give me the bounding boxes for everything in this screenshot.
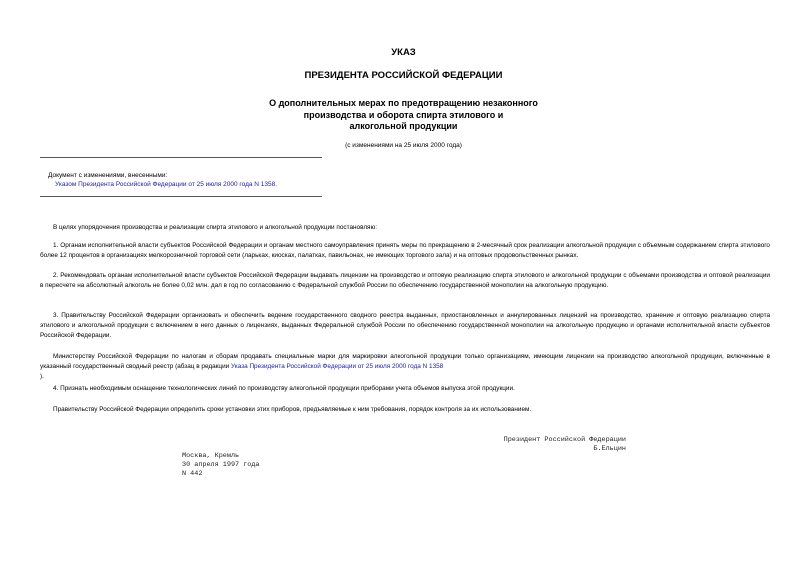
paragraph-2-text: 2. Рекомендовать органам исполнительной власти субъектов Российской Федерации выдавать лицензии на производство и оптовую реализацию спирта этилового и алкогольной продукции с объемами производства и оптовой реализации в пересчете на абсолютный алкоголь не более 0,02 млн. дал в год по согласованию с Федеральной службой России по обеспечению государственной монополии на алкогольную продукцию. — [40, 272, 770, 289]
place-date-block — [182, 452, 260, 479]
paragraph-4-text: 4. Признать необходимым оснащение технологических линий по производству алкогольной продукции приборами учета объемов выпуска этой продукции. — [53, 385, 515, 392]
place-date: 30 апреля 1997 года — [182, 461, 260, 469]
ministry-link[interactable]: Указа Президента Российской Федерации от 25 июля 2000 года N 1358 — [231, 362, 444, 370]
place-location: Москва, Кремль — [182, 452, 240, 460]
paragraph-2 — [40, 271, 770, 291]
paragraph-3-text: 3. Правительству Российской Федерации организовать и обеспечить ведение государственного сводного реестра выданных, приостановленных и аннулированных лицензий на производство, хранение и оптовую реализацию спирта этилового и алкогольной продукции с включением в него данных о лицензиях, выданных Федеральной службой России по обеспечению государственной монополии на алкогольную продукцию и органами исполнительной власти субъектов Российской Федерации. — [40, 312, 770, 339]
ministry-close: ). — [40, 372, 44, 380]
divider — [40, 157, 322, 158]
changes-note: (с изменениями на 25 июля 2000 года) — [345, 142, 462, 149]
intro-paragraph — [40, 223, 770, 233]
amendments-label: Документ с изменениями, внесенными: — [48, 172, 168, 179]
subject-line: производства и оборота спирта этилового и — [303, 109, 504, 120]
paragraph-1 — [40, 241, 770, 261]
subject-line: алкогольной продукции — [349, 121, 458, 131]
signature-title: Президент Российской Федерации — [503, 436, 626, 444]
subject-line: О дополнительных мерах по предотвращению незаконного — [269, 98, 538, 108]
intro-text: В целях упорядочения производства и реализации спирта этилового и алкогольной продукции постановляю: — [53, 224, 378, 231]
ministry-text: Министерству Российской Федерации по налогам и сборам продавать специальные марки для маркировки алкогольной продукции только организациям, имеющим лицензии на производство алкогольной продукции, включенные в указанный государственный сводный реестр (абзац в редакции — [40, 353, 770, 370]
signature-name: Б.Ельцин — [593, 445, 626, 453]
ministry-paragraph — [40, 352, 770, 381]
paragraph-1-text: 1. Органам исполнительной власти субъектов Российской Федерации и органам местного самоуправления принять меры по прекращению в 2-месячный срок реализации алкогольной продукции с объемным содержанием спирта этилового более 12 процентов в организациях мелкорозничной торговой сети (ларьках, киосках, палатках, павильонах, не имеющих торгового зала) и на оптовых продовольственных рынках. — [40, 242, 770, 259]
amendments-link[interactable]: Указом Президента Российской Федерации от 25 июля 2000 года N 1358. — [55, 181, 278, 188]
decree-subject — [0, 98, 807, 133]
divider — [40, 196, 322, 197]
signature-block — [460, 436, 626, 454]
decree-title: УКАЗ — [391, 47, 416, 58]
government-text: Правительству Российской Федерации определить сроки установки этих приборов, предъявляемые к ним требования, порядок контроля за их использованием. — [53, 406, 532, 413]
paragraph-3 — [40, 311, 770, 340]
decree-number: N 442 — [182, 470, 203, 478]
government-paragraph — [40, 405, 770, 415]
paragraph-4 — [40, 384, 770, 394]
decree-authority: ПРЕЗИДЕНТА РОССИЙСКОЙ ФЕДЕРАЦИИ — [304, 70, 503, 81]
